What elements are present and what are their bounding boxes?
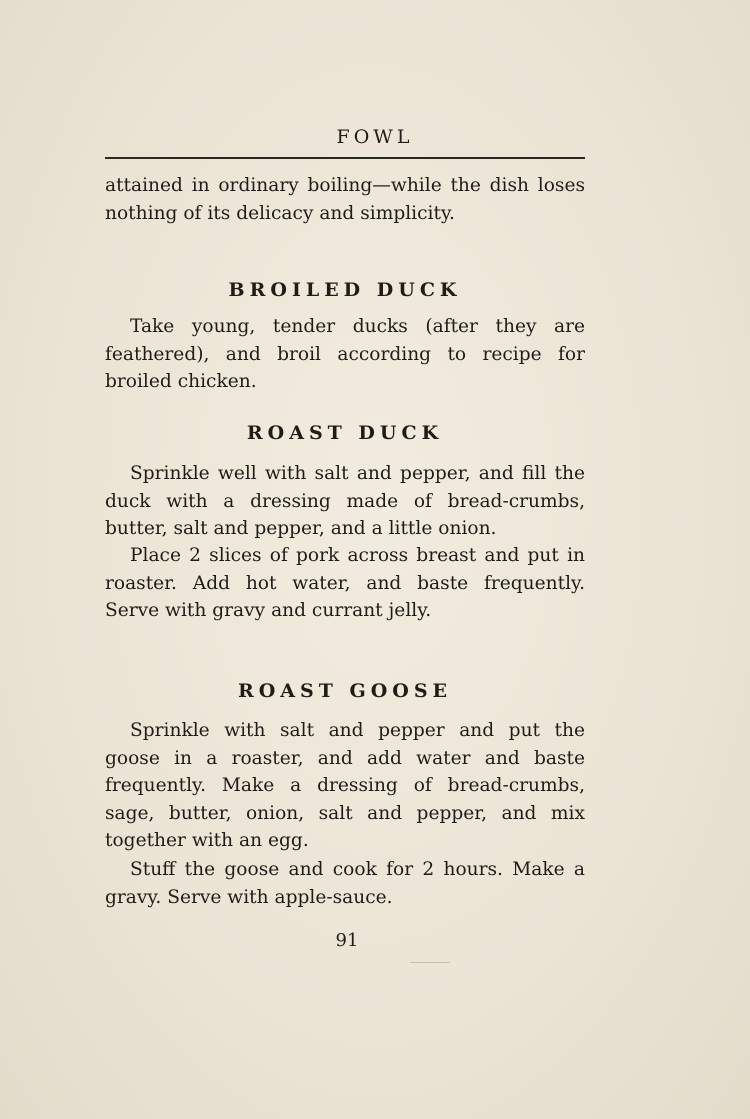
continuation-paragraph: attained in ordinary boiling—while the dish loses nothing of its delicacy and simplicity. [105,175,585,224]
section-title-roast-duck: ROAST DUCK [246,422,444,444]
section-title-broiled-duck: BROILED DUCK [228,279,462,301]
running-head: FOWL [336,126,414,148]
header-rule [105,157,585,159]
paper-mark [410,962,450,963]
page-number: 91 [335,930,359,951]
roast-duck-paragraph-2: Place 2 slices of pork across breast and put in roaster. Add hot water, and baste frequently. Serve with gravy and currant jelly. [105,545,585,621]
roast-duck-paragraph-1: Sprinkle well with salt and pepper, and fill the duck with a dressing made of bread-crumbs, butter, salt and pepper, and a little onion. [105,463,585,539]
broiled-duck-paragraph-1: Take young, tender ducks (after they are feathered), and broil according to recipe for broiled chicken. [105,316,585,392]
section-title-roast-goose: ROAST GOOSE [237,680,453,702]
roast-goose-paragraph-1: Sprinkle with salt and pepper and put the goose in a roaster, and add water and baste frequently. Make a dressing of bread-crumbs, sage, butter, onion, salt and pepper, and mix together with an egg. [105,720,585,851]
roast-goose-paragraph-2: Stuff the goose and cook for 2 hours. Make a gravy. Serve with apple-sauce. [105,859,585,908]
